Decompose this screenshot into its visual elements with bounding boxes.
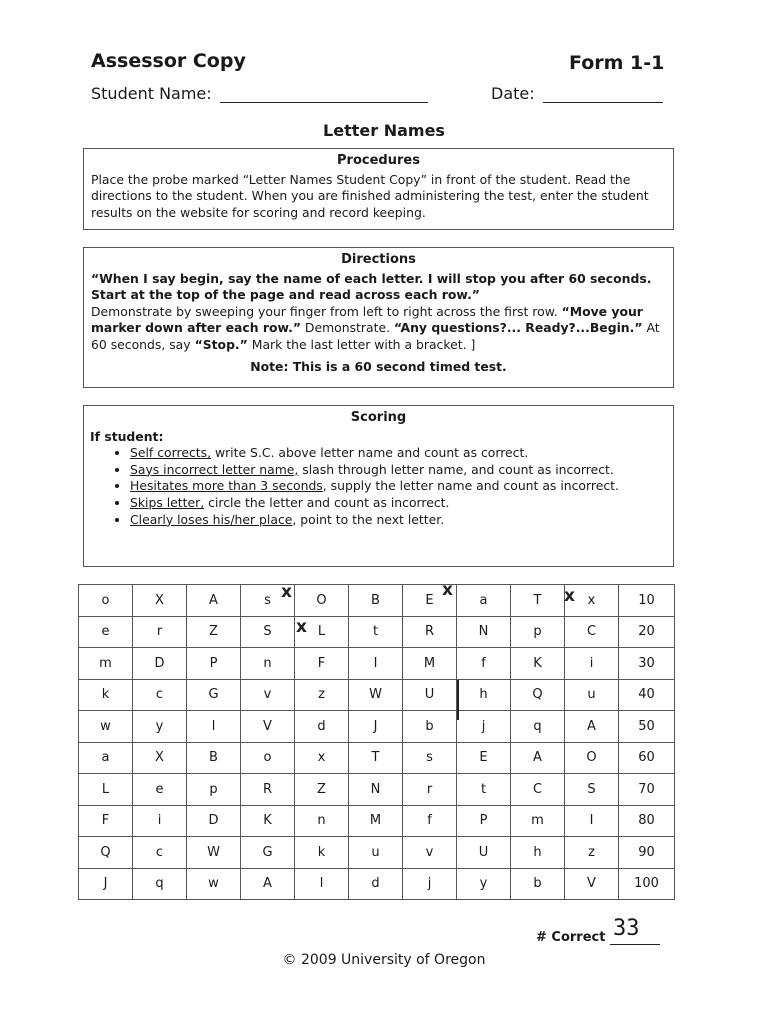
copyright: © 2009 University of Oregon <box>282 952 486 968</box>
letter-cell: o <box>241 742 295 774</box>
letter-cell: v <box>403 837 457 869</box>
error-mark: x <box>564 586 575 606</box>
letter-cell: a <box>79 742 133 774</box>
letter-cell: t <box>349 616 403 648</box>
letter-cell: X <box>133 742 187 774</box>
procedures-heading: Procedures <box>337 153 420 168</box>
row-count-cell: 80 <box>619 805 675 837</box>
row-count-cell: 30 <box>619 648 675 680</box>
letter-cell: u <box>565 679 619 711</box>
letter-cell: u <box>349 837 403 869</box>
letter-cell: U <box>403 679 457 711</box>
grid-row <box>79 742 675 774</box>
scoring-item-text: write S.C. above letter name and count as correct. <box>211 445 529 461</box>
letter-cell: G <box>187 679 241 711</box>
letter-cell: k <box>79 679 133 711</box>
letter-cell: A <box>187 585 241 617</box>
grid-row <box>79 679 675 711</box>
letter-cell: z <box>565 837 619 869</box>
letter-cell: I <box>565 805 619 837</box>
letter-cell: j <box>457 711 511 743</box>
letter-cell: K <box>511 648 565 680</box>
scoring-item-key: Skips letter, <box>130 494 205 510</box>
directions-text <box>84 271 673 354</box>
directions-heading: Directions <box>341 252 416 267</box>
procedures-box <box>83 148 674 230</box>
directions-bold-3: “Any questions?... Ready?...Begin.” <box>393 320 643 336</box>
letter-cell: S <box>565 774 619 806</box>
letter-cell: J <box>79 868 133 900</box>
letter-cell: y <box>133 711 187 743</box>
letter-cell: v <box>241 679 295 711</box>
letter-cell: R <box>403 616 457 648</box>
assessor-copy-title: Assessor Copy <box>91 50 246 72</box>
letter-cell: b <box>511 868 565 900</box>
letter-cell: L <box>295 616 349 648</box>
scoring-item-key: Says incorrect letter name, <box>130 461 299 477</box>
letter-cell: y <box>457 868 511 900</box>
grid-row <box>79 868 675 900</box>
letter-cell: d <box>349 868 403 900</box>
directions-plain-4: Mark the last letter with a bracket. ] <box>251 336 476 352</box>
letter-cell: e <box>133 774 187 806</box>
letter-cell: Z <box>187 616 241 648</box>
letter-cell: t <box>457 774 511 806</box>
letter-cell: E <box>403 585 457 617</box>
letter-cell: T <box>349 742 403 774</box>
scoring-item <box>130 462 673 479</box>
letter-cell: m <box>511 805 565 837</box>
letter-cell: D <box>187 805 241 837</box>
scoring-box <box>83 405 674 567</box>
date-field <box>491 84 663 103</box>
letter-cell: c <box>133 837 187 869</box>
row-count-cell: 10 <box>619 585 675 617</box>
row-count-cell: 70 <box>619 774 675 806</box>
grid-row <box>79 774 675 806</box>
row-count-cell: 100 <box>619 868 675 900</box>
letter-cell: i <box>565 648 619 680</box>
scoring-item-key: Clearly loses his/her place <box>130 511 293 527</box>
scoring-item-text: , point to the next letter. <box>292 511 445 527</box>
row-count-cell: 40 <box>619 679 675 711</box>
scoring-item <box>130 512 673 529</box>
grid-row <box>79 805 675 837</box>
letter-cell: n <box>241 648 295 680</box>
directions-bold-4: “Stop.” <box>194 336 248 352</box>
letter-cell: o <box>79 585 133 617</box>
directions-box <box>83 247 674 388</box>
letter-cell: A <box>511 742 565 774</box>
letter-cell: P <box>187 648 241 680</box>
page-title: Letter Names <box>323 121 445 140</box>
letter-cell: J <box>349 711 403 743</box>
letter-cell: j <box>403 868 457 900</box>
letter-cell: A <box>241 868 295 900</box>
grid-row <box>79 648 675 680</box>
correct-count <box>536 916 660 945</box>
scoring-item <box>130 478 673 495</box>
letter-cell: M <box>403 648 457 680</box>
bracket-mark <box>457 680 459 720</box>
correct-label: # Correct <box>536 930 606 945</box>
letter-cell: c <box>133 679 187 711</box>
letter-cell: W <box>187 837 241 869</box>
scoring-item-key: Self corrects, <box>130 445 212 461</box>
letter-cell: W <box>349 679 403 711</box>
letter-cell: b <box>403 711 457 743</box>
letter-cell: N <box>349 774 403 806</box>
letter-grid <box>78 584 675 900</box>
directions-bold-1: “When I say begin, say the name of each letter. I will stop you after 60 seconds. Start at the top of the page and read across each row.” <box>91 270 652 303</box>
letter-cell: m <box>79 648 133 680</box>
letter-cell: z <box>295 679 349 711</box>
directions-plain-2: Demonstrate. <box>304 320 391 336</box>
date-label: Date: <box>491 84 535 103</box>
letter-cell: U <box>457 837 511 869</box>
date-blank <box>543 86 663 103</box>
scoring-item <box>130 445 673 462</box>
letter-cell: e <box>79 616 133 648</box>
letter-cell: G <box>241 837 295 869</box>
letter-cell: x <box>565 585 619 617</box>
scoring-item-text: circle the letter and count as incorrect. <box>204 494 450 510</box>
letter-cell: F <box>295 648 349 680</box>
letter-cell: p <box>187 774 241 806</box>
correct-value: 33 <box>612 916 640 941</box>
row-count-cell: 60 <box>619 742 675 774</box>
scoring-list <box>84 445 673 528</box>
letter-cell: d <box>295 711 349 743</box>
letter-cell: F <box>79 805 133 837</box>
student-name-label: Student Name: <box>91 84 212 103</box>
letter-cell: X <box>133 585 187 617</box>
grid-row <box>79 837 675 869</box>
if-student-label: If student: <box>90 428 164 444</box>
error-mark: x <box>281 582 292 602</box>
letter-cell: Q <box>79 837 133 869</box>
letter-cell: V <box>565 868 619 900</box>
letter-cell: R <box>241 774 295 806</box>
letter-cell: f <box>457 648 511 680</box>
scoring-item-text: slash through letter name, and count as incorrect. <box>298 461 614 477</box>
error-mark: x <box>442 580 453 600</box>
letter-cell: l <box>295 868 349 900</box>
letter-cell: S <box>241 616 295 648</box>
letter-cell: N <box>457 616 511 648</box>
letter-cell: w <box>187 868 241 900</box>
letter-cell: f <box>403 805 457 837</box>
letter-cell: Z <box>295 774 349 806</box>
letter-cell: h <box>457 679 511 711</box>
directions-bold-2: “Move your marker down after each row.” <box>91 303 643 336</box>
student-name-field <box>91 84 428 103</box>
letter-cell: K <box>241 805 295 837</box>
letter-cell: s <box>241 585 295 617</box>
letter-cell: O <box>565 742 619 774</box>
letter-cell: h <box>511 837 565 869</box>
letter-cell: p <box>511 616 565 648</box>
letter-cell: w <box>79 711 133 743</box>
letter-cell: D <box>133 648 187 680</box>
scoring-heading: Scoring <box>350 410 407 425</box>
letter-cell: q <box>511 711 565 743</box>
letter-cell: r <box>403 774 457 806</box>
letter-cell: T <box>511 585 565 617</box>
form-number: Form 1-1 <box>569 52 665 74</box>
letter-cell: x <box>295 742 349 774</box>
letter-cell: M <box>349 805 403 837</box>
letter-cell: s <box>403 742 457 774</box>
letter-cell: k <box>295 837 349 869</box>
letter-cell: C <box>511 774 565 806</box>
scoring-item-text: , supply the letter name and count as incorrect. <box>322 478 619 494</box>
procedures-text: Place the probe marked “Letter Names Student Copy” in front of the student. Read the directions to the student. When you are finished administering the test, enter the student results on the website for scoring and record keeping. <box>91 171 649 220</box>
grid-row <box>79 585 675 617</box>
letter-cell: A <box>565 711 619 743</box>
scoring-item-key: Hesitates more than 3 seconds <box>130 478 323 494</box>
student-name-blank <box>220 86 428 103</box>
letter-cell: n <box>295 805 349 837</box>
directions-plain-3: At 60 seconds, say <box>91 320 660 352</box>
letter-cell: B <box>187 742 241 774</box>
letter-cell: l <box>187 711 241 743</box>
letter-cell: B <box>349 585 403 617</box>
letter-cell: I <box>349 648 403 680</box>
row-count-cell: 90 <box>619 837 675 869</box>
grid-row <box>79 616 675 648</box>
letter-cell: C <box>565 616 619 648</box>
scoring-item <box>130 495 673 512</box>
letter-cell: r <box>133 616 187 648</box>
letter-cell: V <box>241 711 295 743</box>
letter-cell: q <box>133 868 187 900</box>
letter-cell: O <box>295 585 349 617</box>
directions-plain-1: Demonstrate by sweeping your finger from left to right across the first row. <box>91 303 558 319</box>
letter-cell: i <box>133 805 187 837</box>
letter-cell: L <box>79 774 133 806</box>
row-count-cell: 20 <box>619 616 675 648</box>
letter-cell: a <box>457 585 511 617</box>
timed-test-note: Note: This is a 60 second timed test. <box>250 358 507 374</box>
grid-row <box>79 711 675 743</box>
letter-cell: E <box>457 742 511 774</box>
correct-blank <box>610 916 660 945</box>
letter-cell: P <box>457 805 511 837</box>
error-mark: x <box>296 617 307 637</box>
letter-cell: Q <box>511 679 565 711</box>
row-count-cell: 50 <box>619 711 675 743</box>
